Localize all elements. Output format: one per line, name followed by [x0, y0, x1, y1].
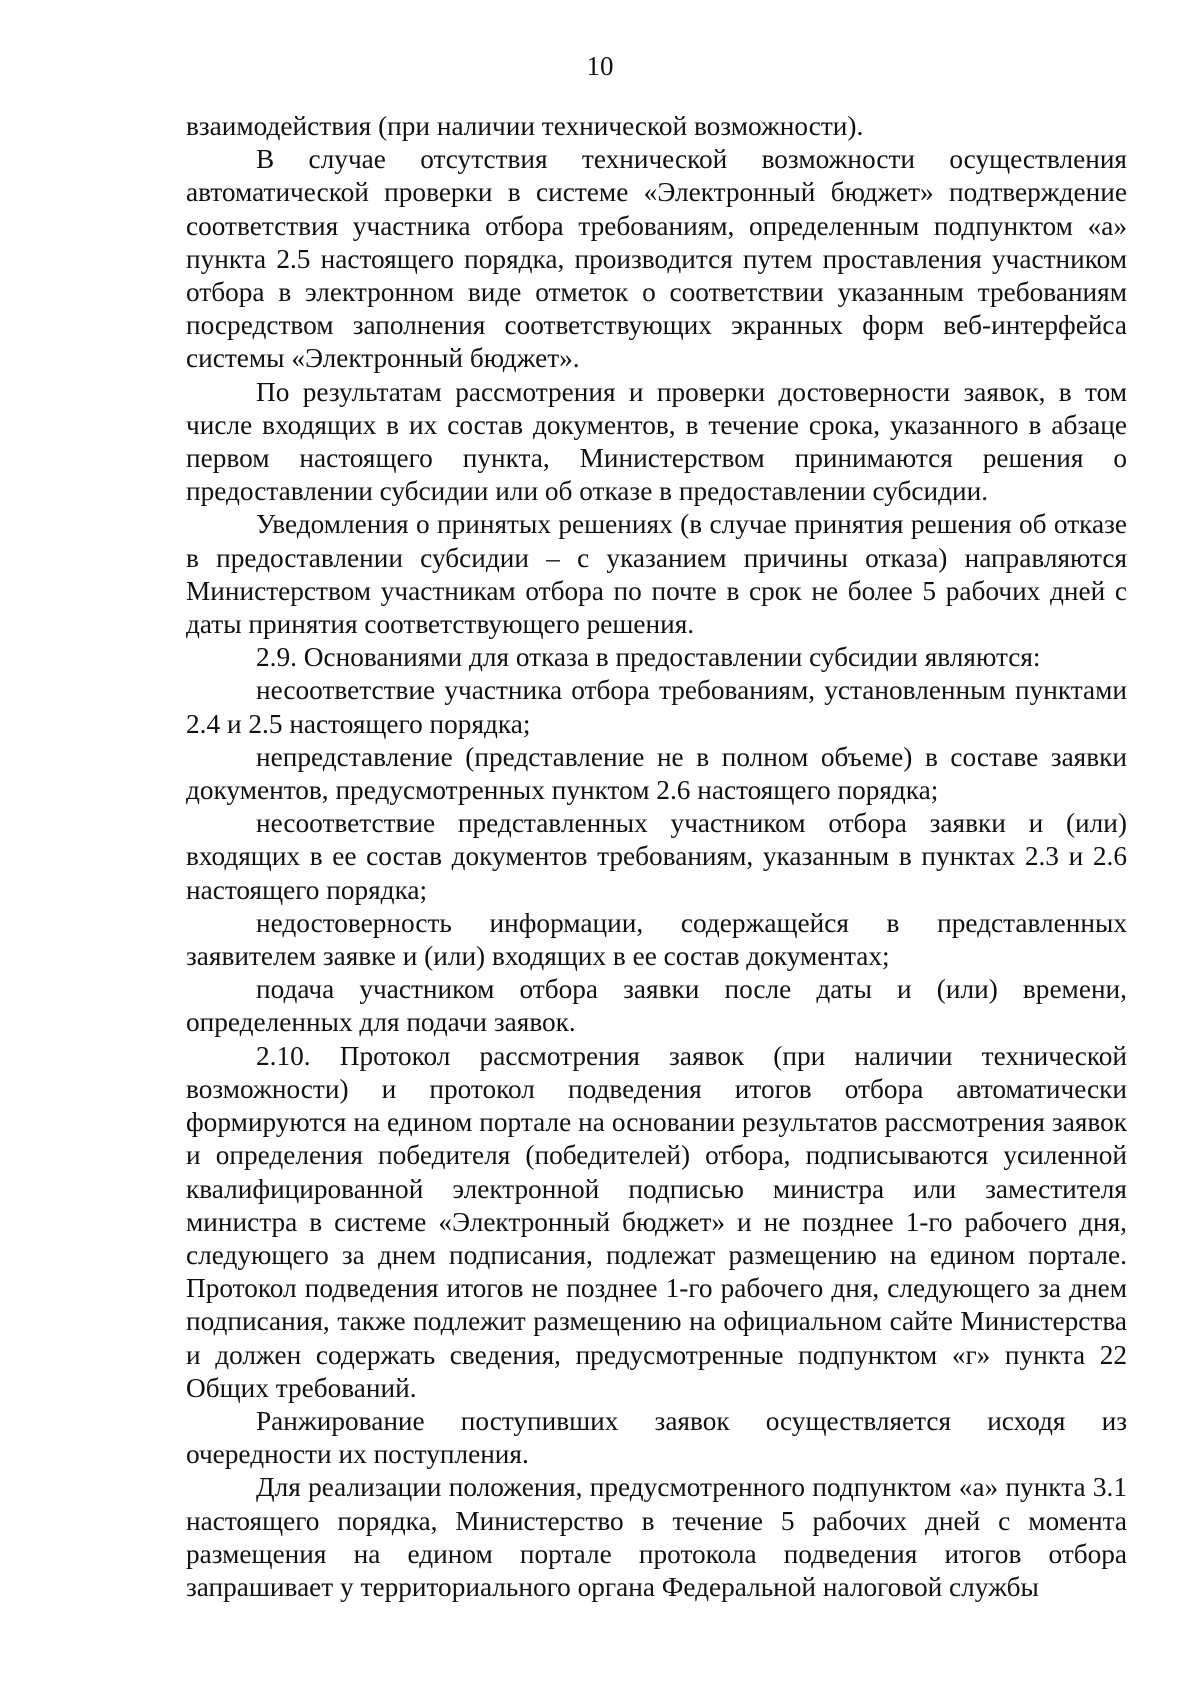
paragraph-tax-request: Для реализации положения, предусмотренного подпунктом «а» пункта 3.1 настоящего порядка, Министерство в течение 5 рабочих дней с момента размещения на едином портале протокола подведения итогов отбора запрашивает у территориального органа Федеральной налоговой службы: [186, 1472, 1127, 1602]
document-body: [186, 110, 1127, 1604]
list-item-noncompliance: несоответствие участника отбора требованиям, установленным пунктами 2.4 и 2.5 настоящего порядка;: [186, 675, 1127, 739]
list-item-documents-noncompliance: несоответствие представленных участником отбора заявки и (или) входящих в ее состав документов требованиям, указанным в пунктах 2.3 и 2.6 настоящего порядка;: [186, 808, 1127, 905]
list-item-unreliable-information: недостоверность информации, содержащейся в представленных заявителем заявке и (или) входящих в ее состав документах;: [186, 907, 1127, 972]
paragraph-section-2-9: 2.9. Основаниями для отказа в предоставлении субсидии являются:: [256, 642, 1041, 673]
paragraph-technical-check: В случае отсутствия технической возможности осуществления автоматической проверки в системе «Электронный бюджет» подтверждение соответствия участника отбора требованиям, определенным подпунктом «а» пункта 2.5 настоящего порядка, производится путем проставления участником отбора в электронном виде отметок о соответствии указанным требованиям посредством заполнения соответствующих экранных форм веб-интерфейса системы «Электронный бюджет».: [186, 144, 1127, 374]
paragraph-notifications: Уведомления о принятых решениях (в случае принятия решения об отказе в предоставлении субсидии – с указанием причины отказа) направляются Министерством участникам отбора по почте в срок не более 5 рабочих дней с даты принятия соответствующего решения.: [186, 509, 1127, 640]
paragraph-section-2-10: 2.10. Протокол рассмотрения заявок (при наличии технической возможности) и протокол подведения итогов отбора автоматически формируются на едином портале на основании результатов рассмотрения заявок и определения победителя (победителей) отбора, подписываются усиленной квалифицированной электронной подписью министра или заместителя министра в системе «Электронный бюджет» и не позднее 1-го рабочего дня, следующего за днем подписания, подлежат размещению на едином портале. Протокол подведения итогов не позднее 1-го рабочего дня, следующего за днем подписания, также подлежит размещению на официальном сайте Министерства и должен содержать сведения, предусмотренные подпунктом «г» пункта 22 Общих требований.: [186, 1040, 1127, 1403]
paragraph-continuation: взаимодействия (при наличии технической возможности).: [186, 111, 864, 141]
page-number: 10: [586, 51, 614, 81]
paragraph-review-results: По результатам рассмотрения и проверки достоверности заявок, в том числе входящих в их состав документов, в течение срока, указанного в абзаце первом настоящего пункта, Министерством принимаются решения о предоставлении субсидии или об отказе в предоставлении субсидии.: [186, 376, 1127, 507]
paragraph-ranking: Ранжирование поступивших заявок осуществляется исходя из очередности их поступления.: [186, 1405, 1127, 1470]
list-item-late-submission: подача участником отбора заявки после даты и (или) времени, определенных для подачи заявок.: [186, 974, 1127, 1038]
list-item-nonsubmission: непредставление (представление не в полном объеме) в составе заявки документов, предусмотренных пунктом 2.6 настоящего порядка;: [186, 741, 1127, 806]
